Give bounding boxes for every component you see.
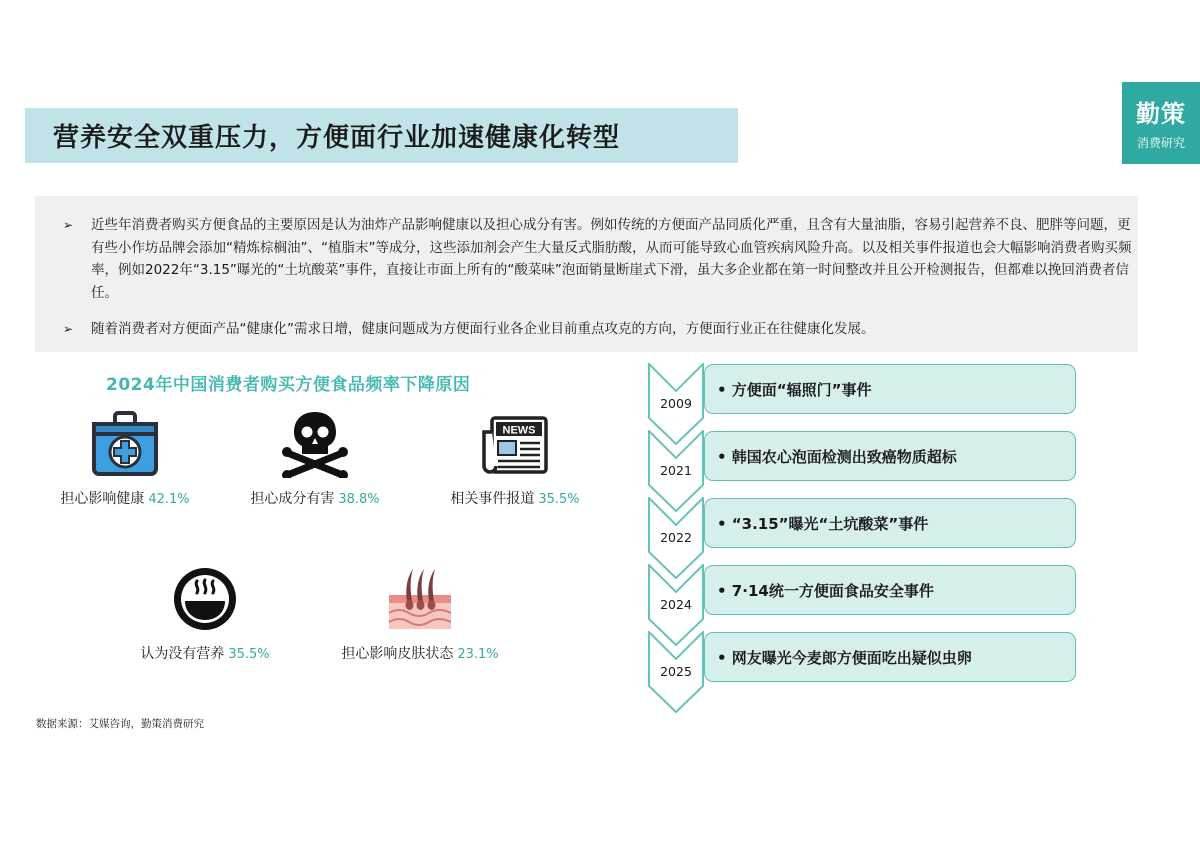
reason-percent: 42.1% bbox=[148, 492, 190, 507]
skin-hair-icon bbox=[385, 565, 455, 633]
intro-paragraph-text: 近些年消费者购买方便食品的主要原因是认为油炸产品影响健康以及担心成分有害。例如传统的方便面产品同质化严重，且含有大量油脂，容易引起营养不良、肥胖等问题，更有些小作坊品牌会添加“精炼棕榈油”、“植脂末”等成分，这些添加剂会产生大量反式脂肪酸，从而可能导致心血管疾病风险升高。以及相关事件报道也会大幅影响消费者购买频率，例如2022年“3.15”曝光的“土坑酸菜”事件，直接让市面上所有的“酸菜味”泡面销量断崖式下滑，虽大多企业都在第一时间整改并且公开检测报告，但都难以挽回消费者信任。 bbox=[91, 217, 1132, 301]
intro-paragraph-text: 随着消费者对方便面产品“健康化”需求日增，健康问题成为方便面行业各企业目前重点攻克的方向，方便面行业正在往健康化发展。 bbox=[91, 321, 875, 337]
logo-sub-text: 消费研究 bbox=[1136, 136, 1185, 150]
intro-box bbox=[35, 196, 1138, 352]
timeline-year: 2024 bbox=[660, 597, 692, 612]
intro-paragraph bbox=[63, 214, 1141, 304]
reason-item bbox=[440, 410, 590, 508]
intro-paragraph bbox=[63, 318, 1141, 341]
timeline-year: 2025 bbox=[660, 664, 692, 679]
skull-crossbones-icon bbox=[280, 410, 350, 478]
timeline-event: • “3.15”曝光“土坑酸菜”事件 bbox=[704, 498, 1076, 548]
timeline-year: 2021 bbox=[660, 463, 692, 478]
reasons-title: 2024年中国消费者购买方便食品频率下降原因 bbox=[106, 375, 471, 395]
svg-text:NEWS: NEWS bbox=[502, 424, 536, 437]
timeline-event: • 7·14统一方便面食品安全事件 bbox=[704, 565, 1076, 615]
reason-label: 认为没有营养 bbox=[140, 646, 225, 662]
reason-percent: 38.8% bbox=[338, 492, 380, 507]
reason-percent: 23.1% bbox=[457, 647, 499, 662]
medical-kit-icon bbox=[90, 410, 160, 478]
reason-label: 相关事件报道 bbox=[450, 491, 535, 507]
reason-label: 担心影响皮肤状态 bbox=[341, 646, 454, 662]
reason-percent: 35.5% bbox=[228, 647, 270, 662]
timeline-event: • 方便面“辐照门”事件 bbox=[704, 364, 1076, 414]
arrow-bullet-icon: ➢ bbox=[63, 218, 74, 232]
page-title: 营养安全双重压力，方便面行业加速健康化转型 bbox=[53, 123, 621, 153]
reason-item bbox=[240, 410, 390, 508]
reason-item bbox=[50, 410, 200, 508]
brand-logo bbox=[1122, 82, 1200, 164]
timeline-event: • 韩国农心泡面检测出致癌物质超标 bbox=[704, 431, 1076, 481]
newspaper-icon bbox=[480, 410, 550, 478]
reason-item bbox=[335, 565, 505, 663]
title-bar bbox=[25, 108, 738, 163]
timeline-event: • 网友曝光今麦郎方便面吃出疑似虫卵 bbox=[704, 632, 1076, 682]
timeline-year: 2009 bbox=[660, 396, 692, 411]
arrow-bullet-icon: ➢ bbox=[63, 322, 74, 336]
reason-label: 担心成分有害 bbox=[250, 491, 335, 507]
reason-item bbox=[130, 565, 280, 663]
reason-label: 担心影响健康 bbox=[60, 491, 145, 507]
soup-bowl-icon bbox=[170, 565, 240, 633]
data-source-note: 数据来源：艾媒咨询，勤策消费研究 bbox=[36, 718, 204, 730]
timeline-year: 2022 bbox=[660, 530, 692, 545]
reason-percent: 35.5% bbox=[538, 492, 580, 507]
logo-main-text: 勤策 bbox=[1136, 100, 1186, 128]
